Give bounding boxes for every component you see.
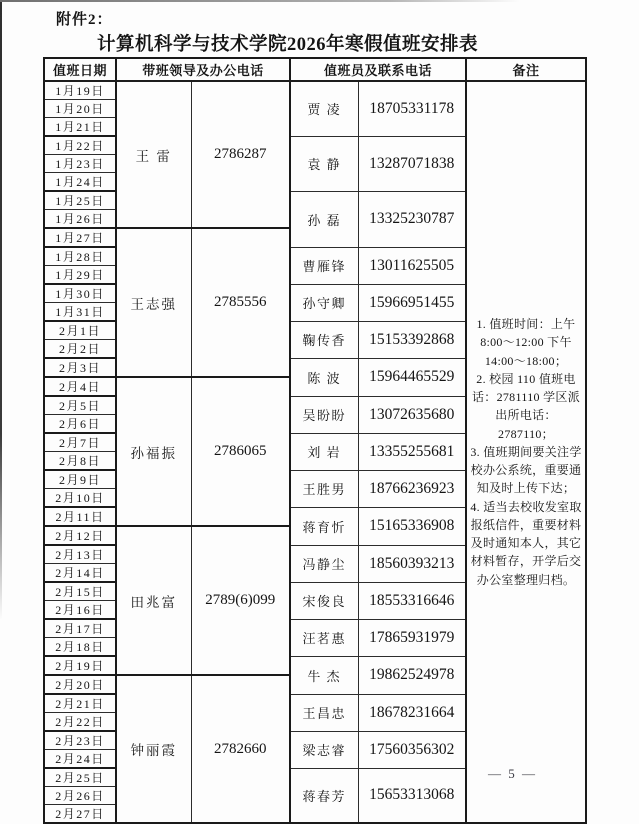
duty-phone-cell: 18766236923 — [358, 470, 466, 507]
date-cell: 2月26日 — [44, 787, 116, 805]
remark-item: 1. 值班时间：上午 8:00～12:00 下午 14:00～18:00； — [476, 317, 576, 368]
duty-phone-cell: 13072635680 — [358, 396, 466, 433]
date-cell: 2月9日 — [44, 470, 116, 489]
duty-name-cell: 宋俊良 — [290, 582, 358, 619]
date-cell: 1月22日 — [44, 136, 116, 155]
date-cell: 2月23日 — [44, 731, 116, 750]
date-cell: 2月27日 — [44, 805, 116, 824]
date-cell: 2月25日 — [44, 768, 116, 787]
date-cell: 1月26日 — [44, 210, 116, 229]
leader-phone-cell: 2785556 — [191, 228, 290, 377]
date-cell: 1月29日 — [44, 266, 116, 285]
leader-phone-cell: 2786287 — [191, 81, 290, 228]
date-cell: 2月7日 — [44, 433, 116, 452]
date-cell: 2月1日 — [44, 321, 116, 340]
date-cell: 2月10日 — [44, 489, 116, 508]
date-cell: 2月19日 — [44, 656, 116, 675]
duty-name-cell: 吴盼盼 — [290, 396, 358, 433]
header-row — [44, 58, 586, 81]
leader-phone-cell: 2786065 — [191, 377, 290, 526]
duty-name-cell: 鞠传香 — [290, 321, 358, 358]
remark-item: 3. 值班期间要关注学校办公系统，重要通知及时上传下达； — [470, 444, 582, 496]
duty-phone-cell: 17865931979 — [358, 619, 466, 656]
duty-phone-cell: 18560393213 — [358, 545, 466, 582]
date-cell: 2月21日 — [44, 694, 116, 713]
duty-name-cell: 孙守卿 — [290, 284, 358, 321]
leader-name-cell: 孙福振 — [116, 377, 191, 526]
date-cell: 2月22日 — [44, 713, 116, 732]
duty-name-cell: 贾 凌 — [290, 81, 358, 136]
duty-name-cell: 冯静尘 — [290, 545, 358, 582]
leader-name-cell: 王 雷 — [116, 81, 191, 228]
duty-table-wrapper — [43, 57, 587, 824]
date-cell: 1月30日 — [44, 284, 116, 303]
duty-name-cell: 陈 波 — [290, 358, 358, 396]
leader-name-cell: 王志强 — [116, 228, 191, 377]
duty-name-cell: 汪茗惠 — [290, 619, 358, 656]
duty-phone-cell: 18553316646 — [358, 582, 466, 619]
duty-phone-cell: 17560356302 — [358, 731, 466, 768]
scan-edge-left — [0, 0, 2, 620]
duty-name-cell: 蒋春芳 — [290, 768, 358, 823]
duty-phone-cell: 15966951455 — [358, 284, 466, 321]
duty-phone-cell: 19862524978 — [358, 656, 466, 694]
date-cell: 2月18日 — [44, 638, 116, 657]
scan-edge-top — [0, 0, 520, 2]
duty-phone-cell: 13287071838 — [358, 136, 466, 191]
duty-phone-cell: 15653313068 — [358, 768, 466, 823]
duty-phone-cell: 15165336908 — [358, 507, 466, 545]
date-cell: 2月8日 — [44, 452, 116, 471]
date-cell: 2月11日 — [44, 507, 116, 526]
duty-name-cell: 牛 杰 — [290, 656, 358, 694]
leader-name-cell: 钟丽霞 — [116, 675, 191, 823]
duty-name-cell: 王胜男 — [290, 470, 358, 507]
duty-phone-cell: 13325230787 — [358, 191, 466, 247]
table-row — [44, 81, 586, 100]
duty-name-cell: 梁志睿 — [290, 731, 358, 768]
date-cell: 1月19日 — [44, 81, 116, 100]
header-duty-date: 值班日期 — [44, 58, 116, 81]
page-title: 计算机科学与技术学院2026年寒假值班安排表 — [96, 35, 478, 55]
duty-name-cell: 孙 磊 — [290, 191, 358, 247]
date-cell: 1月24日 — [44, 173, 116, 192]
duty-name-cell: 曹雁锋 — [290, 247, 358, 284]
duty-name-cell: 刘 岩 — [290, 433, 358, 470]
remark-item: 4. 适当去校收发室取报纸信件，重要材料及时通知本人，其它材料暂存，开学后交办公室整理归档。 — [470, 499, 582, 587]
date-cell: 2月5日 — [44, 396, 116, 415]
date-cell: 2月12日 — [44, 526, 116, 545]
duty-phone-cell: 13011625505 — [358, 247, 466, 284]
date-cell: 2月3日 — [44, 358, 116, 377]
date-cell: 2月4日 — [44, 377, 116, 396]
duty-name-cell: 蒋育忻 — [290, 507, 358, 545]
leader-phone-cell: 2789(6)099 — [191, 526, 290, 675]
date-cell: 1月20日 — [44, 100, 116, 118]
leader-name-cell: 田兆富 — [116, 526, 191, 675]
date-cell: 2月13日 — [44, 545, 116, 564]
date-cell: 2月15日 — [44, 582, 116, 601]
duty-roster-table — [43, 57, 587, 824]
date-cell: 2月6日 — [44, 415, 116, 434]
date-cell: 2月16日 — [44, 601, 116, 620]
header-remarks: 备注 — [466, 58, 586, 81]
page-number: — 5 — — [488, 766, 537, 781]
duty-name-cell: 王昌忠 — [290, 694, 358, 731]
duty-phone-cell: 15153392868 — [358, 321, 466, 358]
date-cell: 2月20日 — [44, 675, 116, 694]
header-leader-phone: 带班领导及办公电话 — [116, 58, 290, 81]
date-cell: 2月2日 — [44, 340, 116, 359]
date-cell: 2月14日 — [44, 564, 116, 583]
date-cell: 1月21日 — [44, 118, 116, 137]
duty-phone-cell: 15964465529 — [358, 358, 466, 396]
header-duty-person-phone: 值班员及联系电话 — [290, 58, 466, 81]
leader-phone-cell: 2782660 — [191, 675, 290, 823]
date-cell: 1月31日 — [44, 303, 116, 322]
remark-item: 2. 校园 110 值班电话：2781110 学区派出所电话：2787110； — [471, 371, 580, 441]
date-cell: 1月28日 — [44, 247, 116, 266]
date-cell: 2月17日 — [44, 619, 116, 638]
duty-phone-cell: 13355255681 — [358, 433, 466, 470]
attachment-label: 附件2： — [56, 12, 113, 28]
duty-phone-cell: 18678231664 — [358, 694, 466, 731]
date-cell: 1月27日 — [44, 228, 116, 247]
duty-name-cell: 袁 静 — [290, 136, 358, 191]
date-cell: 2月24日 — [44, 750, 116, 769]
date-cell: 1月25日 — [44, 191, 116, 210]
date-cell: 1月23日 — [44, 155, 116, 173]
duty-phone-cell: 18705331178 — [358, 81, 466, 136]
remarks-cell — [466, 81, 586, 823]
